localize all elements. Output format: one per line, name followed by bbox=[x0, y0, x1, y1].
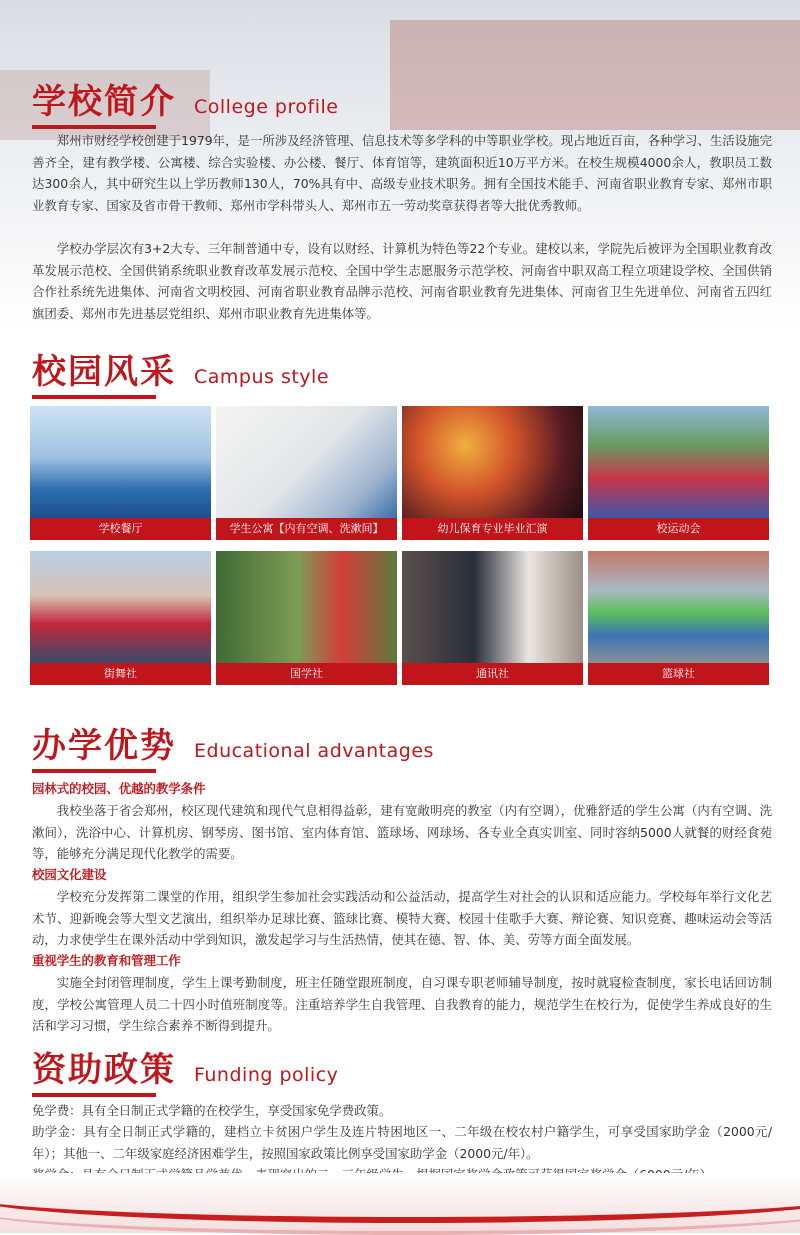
photo-caption: 篮球社 bbox=[588, 663, 769, 685]
profile-title-en: College profile bbox=[194, 96, 339, 118]
photo-basketball bbox=[588, 551, 769, 685]
photo-caption: 学校餐厅 bbox=[30, 518, 211, 540]
advantage-heading-1: 园林式的校园、优越的教学条件 bbox=[32, 781, 206, 796]
advantages-title-zh: 办学优势 bbox=[32, 726, 176, 766]
advantage-heading-3: 重视学生的教育和管理工作 bbox=[32, 953, 181, 968]
photo-sports-meet bbox=[588, 406, 769, 540]
background-building bbox=[390, 20, 800, 130]
profile-heading bbox=[32, 82, 338, 122]
funding-title-zh: 资助政策 bbox=[32, 1050, 176, 1090]
heading-underline bbox=[32, 395, 156, 399]
photo-caption: 幼儿保育专业毕业汇演 bbox=[402, 518, 583, 540]
campus-title-en: Campus style bbox=[194, 366, 330, 388]
advantage-text-2: 学校充分发挥第二课堂的作用，组织学生参加社会实践活动和公益活动，提高学生对社会的认识和适应能力。学校每年举行文化艺术节、迎新晚会等大型文艺演出，组织举办足球比赛、篮球比赛、模特大赛、校园十佳歌手大赛、辩论赛、知识竞赛、趣味运动会等活动，力求使学生在课外活动中学到知识，激发起学习与生活热情，使其在德、智、体、美、劳等方面全面发展。 bbox=[32, 889, 772, 947]
photo-street-dance bbox=[30, 551, 211, 685]
funding-heading bbox=[32, 1050, 338, 1090]
photo-caption: 街舞社 bbox=[30, 663, 211, 685]
funding-title-en: Funding policy bbox=[194, 1064, 339, 1086]
heading-underline bbox=[32, 1093, 156, 1097]
photo-caption: 校运动会 bbox=[588, 518, 769, 540]
photo-caption: 学生公寓【内有空调、洗漱间】 bbox=[216, 518, 397, 540]
advantage-text-1: 我校坐落于省会郑州，校区现代建筑和现代气息相得益彰，建有宽敞明亮的教室（内有空调），优雅舒适的学生公寓（内有空调、洗漱间），洗浴中心、计算机房、钢琴房、图书馆、室内体育馆、篮球场、网球场、各专业全真实训室、同时容纳5000人就餐的财经食苑等，能够充分满足现代化教学的需要。 bbox=[32, 803, 772, 861]
photo-dormitory bbox=[216, 406, 397, 540]
photo-news-agency bbox=[402, 551, 583, 685]
photo-chinese-studies bbox=[216, 551, 397, 685]
profile-title-zh: 学校简介 bbox=[32, 82, 176, 122]
campus-title-zh: 校园风采 bbox=[32, 352, 176, 392]
photo-caption: 国学社 bbox=[216, 663, 397, 685]
photo-canteen bbox=[30, 406, 211, 540]
advantages-title-en: Educational advantages bbox=[194, 740, 434, 762]
heading-underline bbox=[32, 125, 156, 129]
photo-performance bbox=[402, 406, 583, 540]
advantage-text-3: 实施全封闭管理制度，学生上课考勤制度，班主任随堂跟班制度，自习课专职老师辅导制度，按时就寝检查制度，家长电话回访制度，学校公寓管理人员二十四小时值班制度等。注重培养学生自我管理、自我教育的能力，规范学生在校行为，促使学生养成良好的生活和学习习惯，学生综合素养不断得到提升。 bbox=[32, 975, 772, 1033]
heading-underline bbox=[32, 769, 156, 773]
footer-swoosh bbox=[0, 1181, 800, 1235]
funding-tuition-waiver: 免学费：具有全日制正式学籍的在校学生，享受国家免学费政策。 bbox=[32, 1103, 392, 1118]
funding-grant: 助学金：具有全日制正式学籍的，建档立卡贫困户学生及连片特困地区一、二年级在校农村户籍学生，可享受国家助学金（2000元/年）；其他一、二年级家庭经济困难学生，按照国家政策比例享受国家助学金（2000元/年）。 bbox=[32, 1124, 772, 1161]
advantage-heading-2: 校园文化建设 bbox=[32, 867, 107, 882]
profile-paragraph-1: 郑州市财经学校创建于1979年，是一所涉及经济管理、信息技术等多学科的中等职业学校。现占地近百亩，各种学习、生活设施完善齐全，建有教学楼、公寓楼、综合实验楼、办公楼、餐厅、体育馆等，建筑面积近10万平方米。在校生规模4000余人，教职员工数达300余人，其中研究生以上学历教师130人，70%具有中、高级专业技术职务。拥有全国技术能手、河南省职业教育专家、郑州市职业教育专家、国家及省市骨干教师、郑州市学科带头人、郑州市五一劳动奖章获得者等大批优秀教师。 bbox=[32, 133, 772, 213]
advantages-heading bbox=[32, 726, 434, 766]
profile-paragraph-2: 学校办学层次有3+2大专、三年制普通中专，设有以财经、计算机为特色等22个专业。建校以来，学院先后被评为全国职业教育改革发展示范校、全国供销系统职业教育改革发展示范校、全国中学生志愿服务示范学校、河南省中职双高工程立项建设学校、全国供销合作社系统先进集体、河南省文明校园、河南省职业教育品牌示范校、河南省职业教育先进集体、河南省卫生先进单位、河南省五四红旗团委、郑州市先进基层党组织、郑州市职业教育先进集体等。 bbox=[32, 241, 772, 321]
photo-caption: 通讯社 bbox=[402, 663, 583, 685]
campus-heading bbox=[32, 352, 329, 392]
